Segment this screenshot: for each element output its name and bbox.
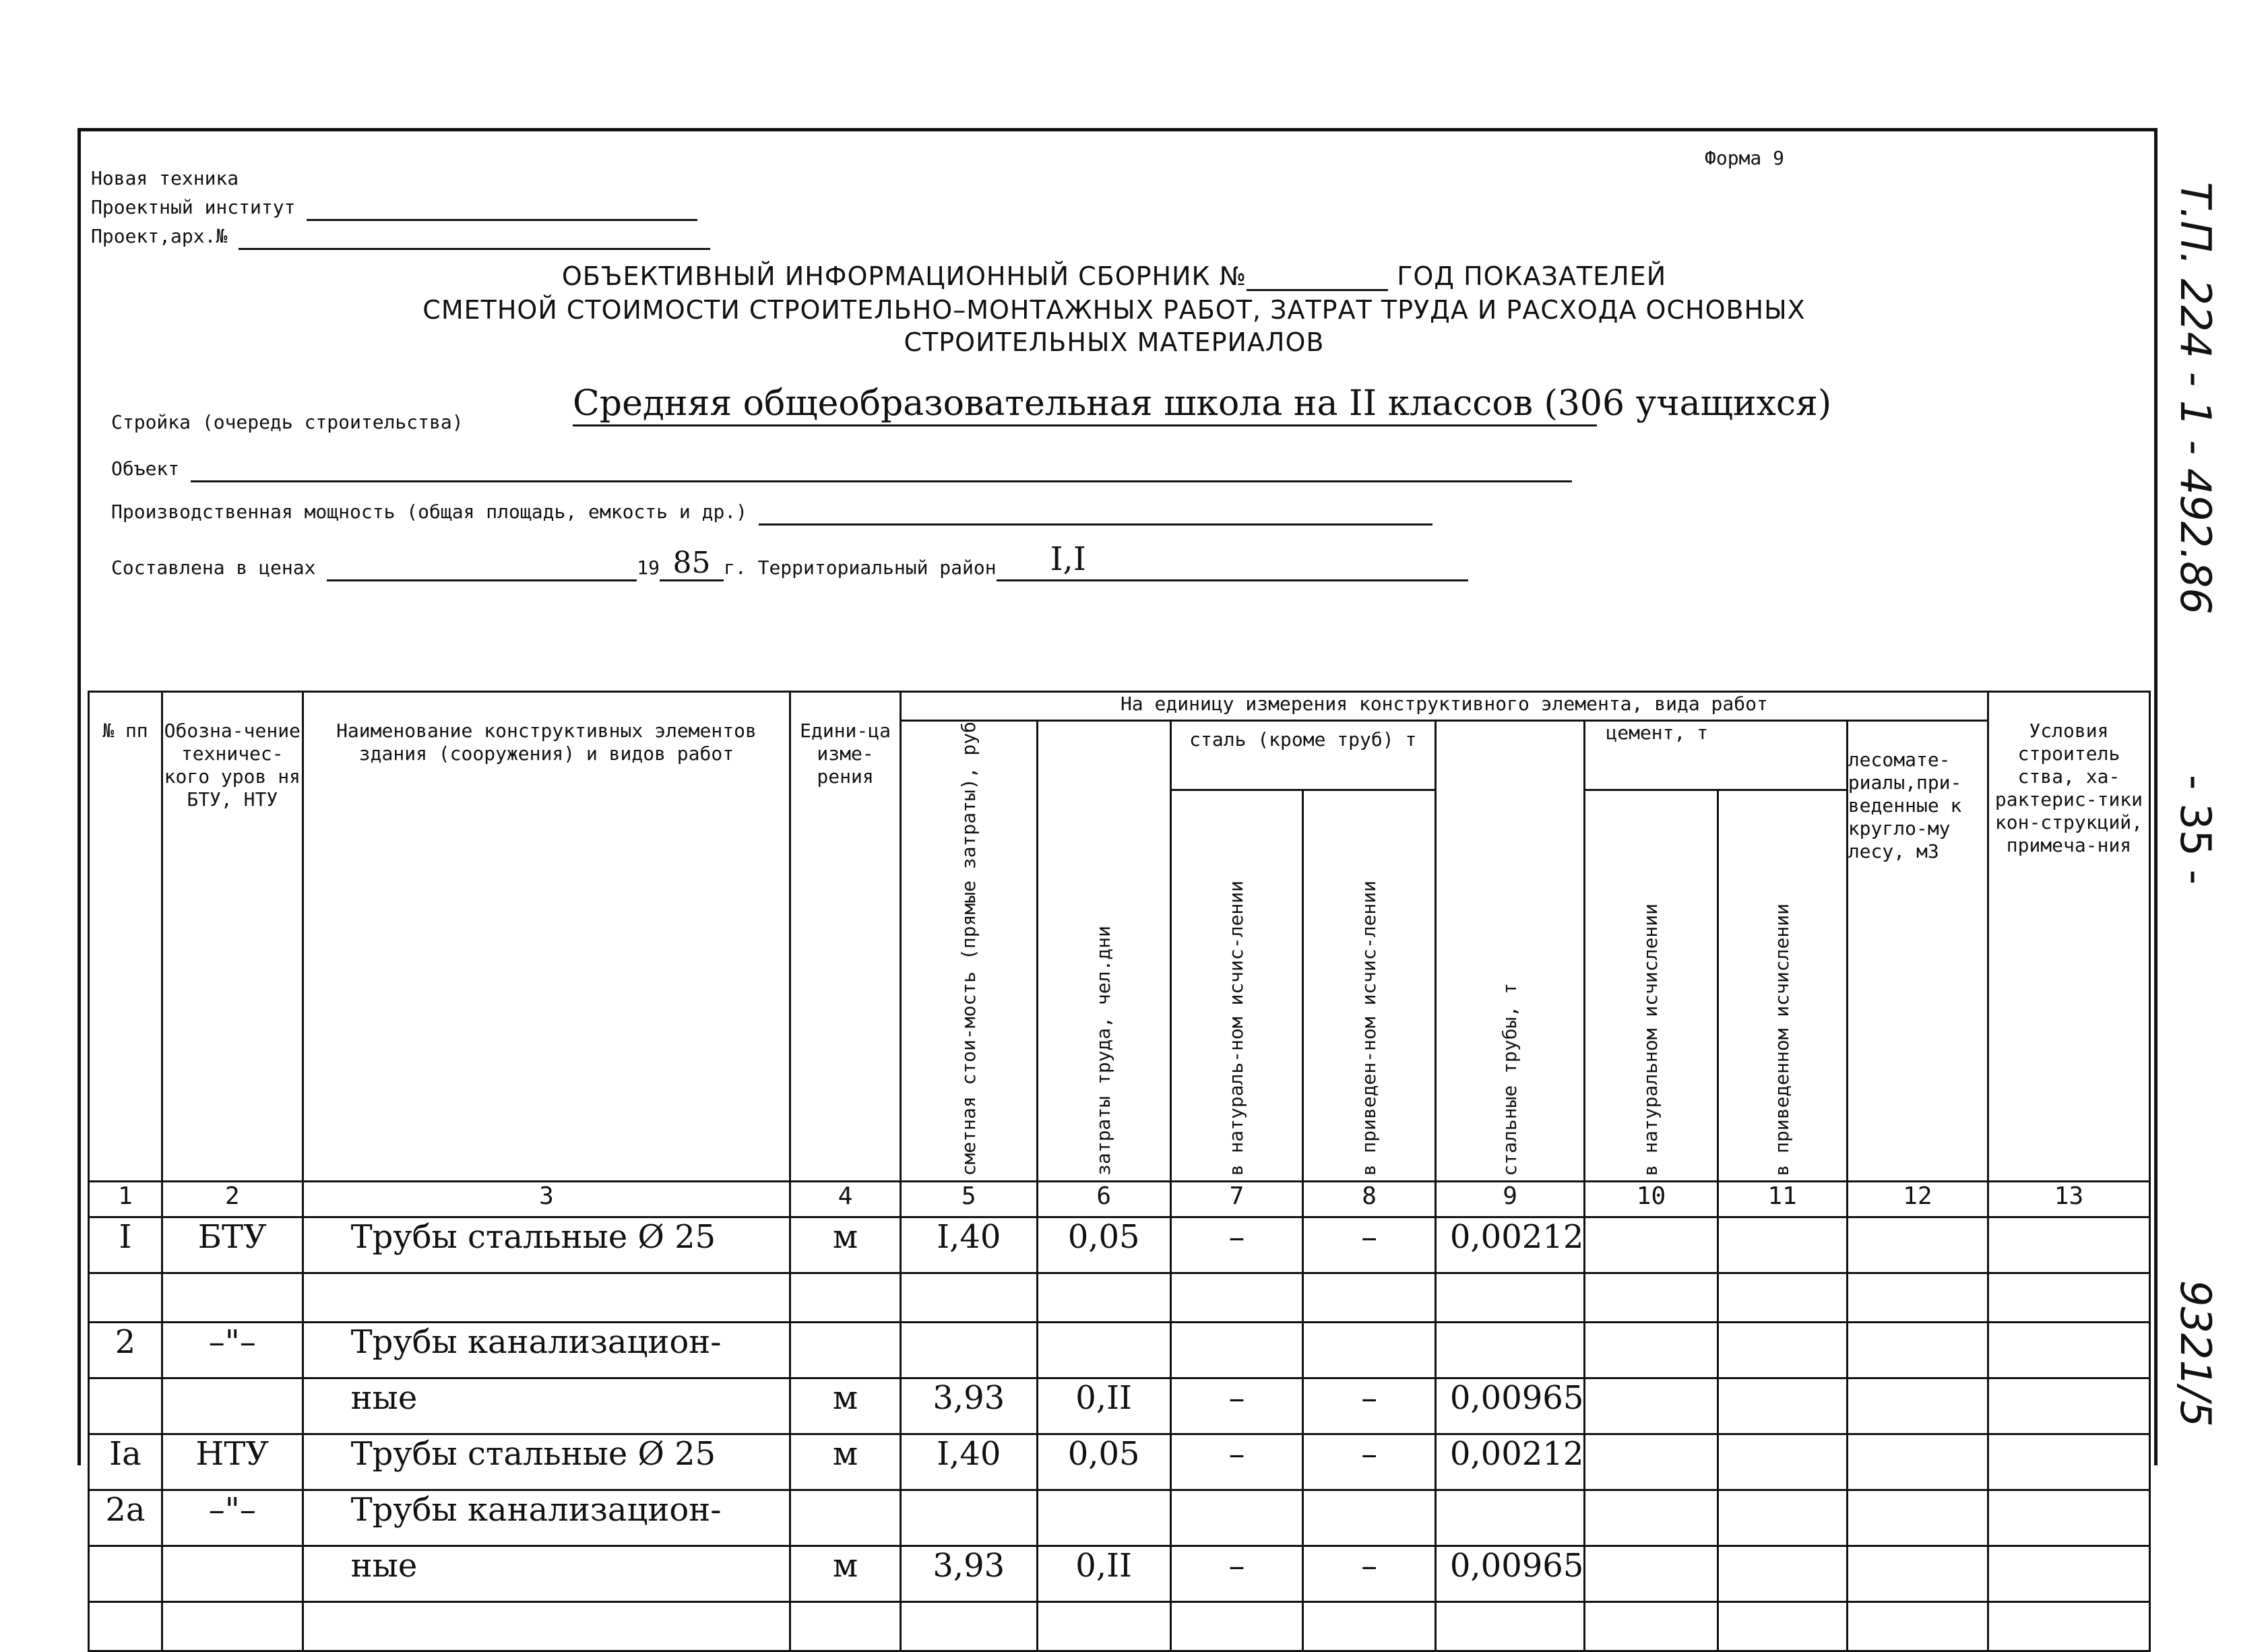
row-steel-pipes: 0,00965: [1435, 1378, 1585, 1434]
col-number: 13: [1988, 1182, 2149, 1217]
row-name: ные: [303, 1378, 790, 1434]
col-number: 3: [303, 1182, 790, 1217]
row-level: [162, 1546, 303, 1602]
row-steel-pipes: 0,00212: [1435, 1434, 1585, 1490]
col-header-1: № пп: [89, 692, 162, 1182]
year-value: 85: [660, 550, 724, 581]
col-number: 8: [1303, 1182, 1436, 1217]
new-tech-label: Новая техника: [91, 167, 239, 189]
title-part1: ОБЪЕКТИВНЫЙ ИНФОРМАЦИОННЫЙ СБОРНИК №: [561, 261, 1247, 291]
institute-label: Проектный институт: [91, 196, 296, 218]
table-row: [89, 1378, 2150, 1434]
col-number: 5: [900, 1182, 1037, 1217]
table-row-empty: [89, 1273, 2150, 1323]
table-row: [89, 1323, 2150, 1378]
year-suffix: г. Территориальный район: [724, 557, 997, 579]
row-labor: 0,II: [1037, 1546, 1170, 1602]
institute-field: [91, 194, 697, 221]
table-row: [89, 1434, 2150, 1490]
table-row-empty: [89, 1602, 2150, 1651]
row-unit: [790, 1490, 901, 1546]
row-cost: I,40: [900, 1434, 1037, 1490]
project-code: Т.П. 224 - 1 - 492.86: [2171, 182, 2220, 614]
row-steel-natural: –: [1170, 1378, 1303, 1434]
table-row: [89, 1546, 2150, 1602]
col-number: 12: [1847, 1182, 1988, 1217]
row-steel-natural: –: [1170, 1217, 1303, 1273]
table-row: [89, 1217, 2150, 1273]
row-steel-pipes: [1435, 1323, 1585, 1378]
row-timber: [1847, 1217, 1988, 1273]
row-notes: [1988, 1217, 2149, 1273]
col-header-7: [1170, 790, 1303, 1182]
row-level: [162, 1378, 303, 1434]
col-header-11-text: в приведенном исчислении: [1771, 903, 1794, 1176]
row-number: [89, 1546, 162, 1602]
row-unit: м: [790, 1434, 901, 1490]
row-number: Iа: [89, 1434, 162, 1490]
row-steel-natural: –: [1170, 1546, 1303, 1602]
row-steel-reduced: [1303, 1323, 1436, 1378]
project-line: [239, 226, 710, 250]
prices-field: [111, 540, 1468, 581]
collection-title: [77, 261, 2151, 291]
row-labor: 0,05: [1037, 1434, 1170, 1490]
row-steel-pipes: [1435, 1490, 1585, 1546]
row-name: ные: [303, 1546, 790, 1602]
col-header-10: [1585, 790, 1718, 1182]
col-header-12: лесомате-риалы,при-веденные к кругло-му лесу, м3: [1847, 721, 1988, 1182]
col-header-13: Условия строитель ства, ха-рактерис-тики кон-струкций, примеча-ния: [1988, 692, 2149, 1182]
row-name: Трубы канализацион-: [303, 1323, 790, 1378]
row-name: Трубы стальные Ø 25: [303, 1434, 790, 1490]
row-steel-reduced: [1303, 1490, 1436, 1546]
form-label: Форма 9: [1705, 147, 1785, 169]
row-steel-natural: –: [1170, 1434, 1303, 1490]
row-cost: 3,93: [900, 1546, 1037, 1602]
col-number: 10: [1585, 1182, 1718, 1217]
collection-number-line: [1247, 269, 1388, 291]
row-steel-natural: [1170, 1490, 1303, 1546]
project-label: Проект,арх.№: [91, 225, 228, 247]
col-header-4: Едини-ца изме-рения: [790, 692, 901, 1182]
row-steel-natural: [1170, 1323, 1303, 1378]
row-labor: [1037, 1490, 1170, 1546]
page-number: - 35 -: [2171, 775, 2220, 885]
object-label: Объект: [111, 457, 180, 480]
row-labor: 0,II: [1037, 1378, 1170, 1434]
column-numbers-row: [89, 1182, 2150, 1217]
row-cement-reduced: [1718, 1217, 1847, 1273]
col-header-5-text: сметная стои-мость (прямые затраты), руб: [957, 722, 980, 1176]
object-field: [111, 455, 1572, 482]
col-header-3: Наименование конструктивных элементов здания (сооружения) и видов работ: [303, 692, 790, 1182]
row-cost: 3,93: [900, 1378, 1037, 1434]
col-number: 1: [89, 1182, 162, 1217]
capacity-label: Производственная мощность (общая площадь, емкость и др.): [111, 501, 748, 523]
table-row: [89, 1490, 2150, 1546]
col-header-6: [1037, 721, 1170, 1182]
prices-label: Составлена в ценах: [111, 557, 316, 579]
row-steel-reduced: –: [1303, 1434, 1436, 1490]
institute-line: [307, 197, 697, 221]
row-cement-natural: [1585, 1217, 1718, 1273]
sheet-number: 9321/5: [2171, 1280, 2220, 1428]
header-row-1: [89, 692, 2150, 721]
group-header-cement: цемент, т: [1585, 721, 1847, 790]
row-number: 2: [89, 1323, 162, 1378]
indicators-table: [88, 691, 2151, 1652]
col-number: 4: [790, 1182, 901, 1217]
group-header-steel: сталь (кроме труб) т: [1170, 721, 1435, 790]
capacity-field: [111, 499, 1432, 526]
col-header-5: [900, 721, 1037, 1182]
row-labor: [1037, 1323, 1170, 1378]
group-header-per-unit: На единицу измерения конструктивного элемента, вида работ: [900, 692, 1988, 721]
col-header-8: [1303, 790, 1436, 1182]
title-line2: СМЕТНОЙ СТОИМОСТИ СТРОИТЕЛЬНО–МОНТАЖНЫХ РАБОТ, ЗАТРАТ ТРУДА И РАСХОДА ОСНОВНЫХ: [422, 295, 1806, 325]
row-number: 2а: [89, 1490, 162, 1546]
row-unit: м: [790, 1217, 901, 1273]
row-level: БТУ: [162, 1217, 303, 1273]
row-steel-reduced: –: [1303, 1217, 1436, 1273]
col-number: 6: [1037, 1182, 1170, 1217]
row-steel-pipes: 0,00965: [1435, 1546, 1585, 1602]
col-header-2: Обозна-чение техничес-кого уров ня БТУ, НТУ: [162, 692, 303, 1182]
col-number: 7: [1170, 1182, 1303, 1217]
row-cost: I,40: [900, 1217, 1037, 1273]
row-cost: [900, 1490, 1037, 1546]
col-header-10-text: в натуральном исчислении: [1639, 903, 1662, 1176]
col-number: 9: [1435, 1182, 1585, 1217]
row-steel-reduced: –: [1303, 1378, 1436, 1434]
col-header-11: [1718, 790, 1847, 1182]
row-cost: [900, 1323, 1037, 1378]
row-number: I: [89, 1217, 162, 1273]
title-line3: СТРОИТЕЛЬНЫХ МАТЕРИАЛОВ: [904, 327, 1325, 357]
row-name: Трубы канализацион-: [303, 1490, 790, 1546]
year-prefix: 19: [637, 557, 660, 579]
row-steel-reduced: –: [1303, 1546, 1436, 1602]
row-steel-pipes: 0,00212: [1435, 1217, 1585, 1273]
col-header-9-text: стальные трубы, т: [1499, 982, 1521, 1176]
row-unit: м: [790, 1378, 901, 1434]
row-unit: [790, 1323, 901, 1378]
col-header-8-text: в приведен-ном исчис-лении: [1358, 881, 1381, 1176]
row-name: Трубы стальные Ø 25: [303, 1217, 790, 1273]
col-number: 2: [162, 1182, 303, 1217]
region-value: I,I: [997, 546, 1468, 581]
prices-line: [327, 558, 637, 581]
row-level: НТУ: [162, 1434, 303, 1490]
row-unit: м: [790, 1546, 901, 1602]
stroyka-value: Средняя общеобразовательная школа на II классов (306 учащихся): [573, 383, 1597, 426]
row-labor: 0,05: [1037, 1217, 1170, 1273]
title-part2: ГОД ПОКАЗАТЕЛЕЙ: [1397, 261, 1667, 291]
col-number: 11: [1718, 1182, 1847, 1217]
col-header-9: [1435, 721, 1585, 1182]
row-level: –"–: [162, 1490, 303, 1546]
capacity-line: [759, 502, 1432, 526]
object-line: [191, 459, 1572, 482]
col-header-6-text: затраты труда, чел.дни: [1092, 926, 1115, 1176]
col-header-7-text: в натураль-ном исчис-лении: [1225, 881, 1248, 1176]
row-number: [89, 1378, 162, 1434]
stroyka-label: Стройка (очередь строительства): [111, 411, 464, 433]
project-field: [91, 223, 710, 250]
row-level: –"–: [162, 1323, 303, 1378]
